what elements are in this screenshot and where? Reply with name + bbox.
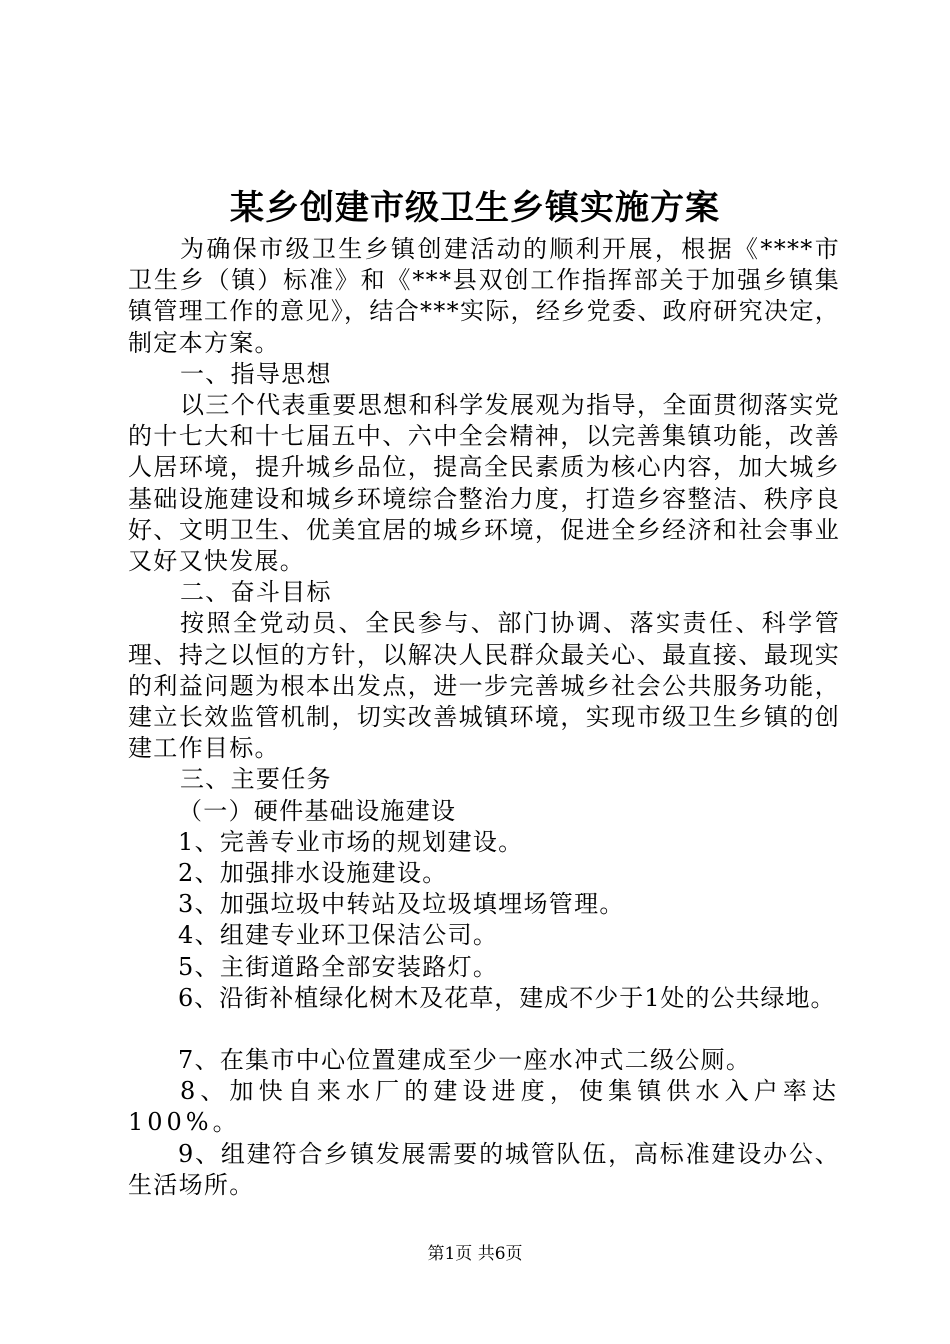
section-heading-main-tasks: 三、主要任务 xyxy=(180,765,332,794)
section-heading-guiding-ideology: 一、指导思想 xyxy=(180,359,332,388)
intro-paragraph: 为确保市级卫生乡镇创建活动的顺利开展，根据《****市卫生乡（镇）标准》和《***县双创工作指挥部关于加强乡镇集镇管理工作的意见》，结合***实际，经乡党委、政府研究决定，制定本方案。 xyxy=(128,235,840,357)
task-item: 1、完善专业市场的规划建设。 xyxy=(178,827,524,856)
blank-line xyxy=(128,1014,840,1045)
page-number-footer: 第1页 共6页 xyxy=(427,1244,523,1264)
task-item: 6、沿街补植绿化树木及花草，建成不少于1处的公共绿地。 xyxy=(178,983,836,1012)
task-item: 2、加强排水设施建设。 xyxy=(178,859,448,888)
task-item: 8、加快自来水厂的建设进度，使集镇供水入户率达100%。 xyxy=(128,1077,840,1137)
document-title: 某乡创建市级卫生乡镇实施方案 xyxy=(230,188,720,228)
task-item: 4、组建专业环卫保洁公司。 xyxy=(178,921,499,950)
task-item: 7、在集市中心位置建成至少一座水冲式二级公厕。 xyxy=(178,1046,752,1075)
goals-paragraph: 按照全党动员、全民参与、部门协调、落实责任、科学管理、持之以恒的方针，以解决人民群众最关心、最直接、最现实的利益问题为根本出发点，进一步完善城乡社会公共服务功能，建立长效监管机制，切实改善城镇环境，实现市级卫生乡镇的创建工作目标。 xyxy=(128,609,840,763)
subsection-heading-infrastructure: （一）硬件基础设施建设 xyxy=(178,796,457,825)
task-item: 5、主街道路全部安装路灯。 xyxy=(178,952,499,981)
task-item: 9、组建符合乡镇发展需要的城管队伍，高标准建设办公、生活场所。 xyxy=(128,1139,840,1199)
document-body xyxy=(128,234,840,1201)
section-heading-goals: 二、奋斗目标 xyxy=(180,578,332,607)
task-item: 3、加强垃圾中转站及垃圾填埋场管理。 xyxy=(178,890,625,919)
guiding-ideology-paragraph: 以三个代表重要思想和科学发展观为指导，全面贯彻落实党的十七大和十七届五中、六中全会精神，以完善集镇功能，改善人居环境，提升城乡品位，提高全民素质为核心内容，加大城乡基础设施建设和城乡环境综合整治力度，打造乡容整洁、秩序良好、文明卫生、优美宜居的城乡环境，促进全乡经济和社会事业又好又快发展。 xyxy=(128,391,840,576)
